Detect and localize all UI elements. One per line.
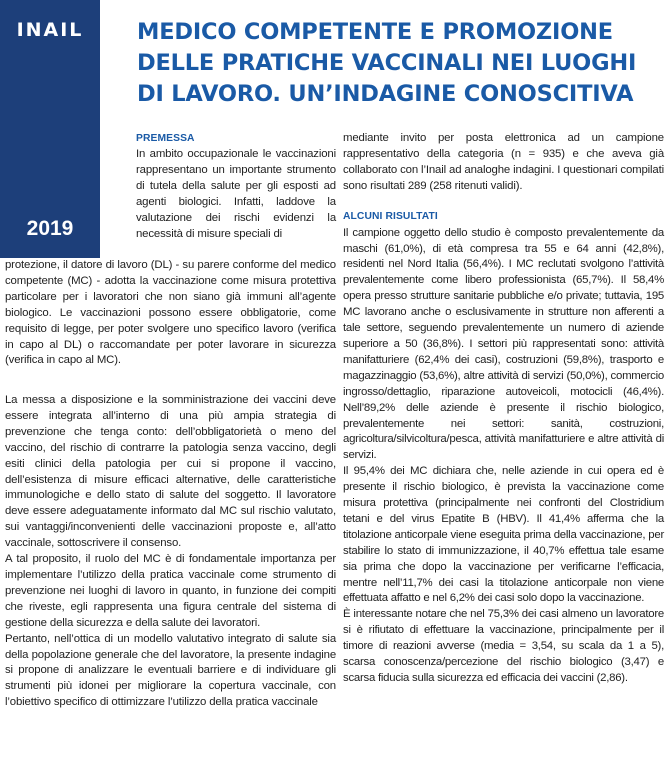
- section-heading-risultati: ALCUNI RISULTATI: [343, 210, 438, 222]
- premessa-paragraph-1-bottom: protezione, il datore di lavoro (DL) - su parere conforme del medico competente (MC) - adotta la vaccinazione come misura protettiva particolare per i lavoratori che non siano già immuni all’agente biologico. Le vaccinazioni possono essere obbligatorie, come requisito di legge, per poter svolgere uno specifico lavoro (verifica in capo al DL) o raccomandate per poter lavorare in sicurezza (verifica in capo al MC).: [5, 259, 336, 367]
- right-column: [343, 131, 664, 687]
- risultati-paragraph-3: È interessante notare che nel 75,3% dei casi almeno un lavoratore si è rifiutato di effettuare la vaccinazione, principalmente per il timore di reazioni avverse (media = 3,54, su scala da 1 a 5), scarsa conoscenza/percezione del rischio biologico (3,47) e scarsa fiducia sulla sicurezza ed efficacia dei vaccini (2,86).: [343, 608, 664, 684]
- premessa-paragraph-1-top: In ambito occupazionale le vaccinazioni rappresentano un importante strumento di tutela della salute per gli esposti ad agenti biologici. Infatti, laddove la valutazione dei rischi evidenzi la necessità di misure speciali di: [136, 148, 336, 240]
- publication-year: 2019: [26, 217, 74, 240]
- inail-logo: INAIL: [16, 19, 84, 41]
- premessa-paragraph-2: La messa a disposizione e la somministrazione dei vaccini deve essere integrata all’interno di una più ampia strategia di prevenzione che tenga conto: dell’obbligatorietà o meno del vaccino, del rischio di contrarre la patologia senza vaccino, degli esiti clinici della patologia per cui si propone il vaccino, dell’esistenza di misure efficaci alternative, delle caratteristiche immunologiche e dello stato di salute del soggetto. Il lavoratore deve essere adeguatamente informato dal MC sul rischio valutato, sui vantaggi/inconvenienti delle vaccinazioni proposte e, all’atto vaccinale, sottoscrivere il consenso.: [5, 394, 336, 550]
- premessa-paragraph-4-continued: mediante invito per posta elettronica ad un campione rappresentativo della categoria (n = 935) e che aveva già collaborato con l’Inail ad analoghe indagini. I questionari compilati sono risultati 289 (258 ritenuti validi).: [343, 132, 664, 192]
- left-column: [5, 393, 336, 711]
- section-heading-premessa: PREMESSA: [136, 133, 195, 144]
- document-title: MEDICO COMPETENTE E PROMOZIONE DELLE PRATICHE VACCINALI NEI LUOGHI DI LAVORO. UN’INDAGINE CONOSCITIVA: [137, 19, 637, 107]
- premessa-paragraph-3: A tal proposito, il ruolo del MC è di fondamentale importanza per implementare l’utilizzo della pratica vaccinale come strumento di prevenzione nei luoghi di lavoro in quanto, in funzione dei compiti che riveste, egli rappresenta una figura centrale del sistema di gestione della sicurezza e della salute dei lavoratori.: [5, 553, 336, 629]
- premessa-paragraph-4: Pertanto, nell’ottica di un modello valutativo integrato di salute sia della popolazione generale che del lavoratore, la presente indagine si propone di analizzare le eventuali barriere e di individuare gli strumenti più idonei per migliorare la copertura vaccinale, con l’obiettivo specifico di ottimizzare l’utilizzo della pratica vaccinale: [5, 632, 336, 709]
- brand-band: [0, 0, 100, 258]
- risultati-paragraph-1: Il campione oggetto dello studio è composto prevalentemente da maschi (61,0%), di età compresa tra 55 e 64 anni (42,8%), residenti nel Nord Italia (56,4%). I MC reclutati svolgono l’attività prevalentemente come libero professionista (65,7%). Il 58,4% opera presso strutture sanitarie pubbliche e/o private; tuttavia, 195 MC lavorano anche o esclusivamente in strutture non afferenti a tale settore, seguendo prevalentemente un numero di aziende superiore a 50 (36,8%). I settori più rappresentati sono: attività manifatturiere (62,4% dei casi), costruzioni (59,8%), trasporto e magazzinaggio (53,6%), altre attività di servizi (50,0%), commercio ingrosso/dettaglio, riparazione autoveicoli, motocicli (46,4%). Nell’89,2% delle aziende è presente il rischio biologico, prevalentemente nei settori: sanità, costruzioni, agricoltura/silvicoltura/pesca, attività manifatturiere e altre attività di servizi.: [343, 226, 664, 462]
- risultati-paragraph-2: Il 95,4% dei MC dichiara che, nelle aziende in cui opera ed è presente il rischio biologico, è prevista la vaccinazione come misura protettiva (principalmente nei confronti del Clostridium tetani e del virus Epatite B (HBV). Il 41,4% afferma che la titolazione anticorpale viene eseguita prima della vaccinazione, per stabilire lo stato di immunizzazione, il 40,7% effettua tale esame sia prima che dopo la vaccinazione per verificarne l’efficacia, mentre nell’11,7% dei casi la titolazione anticorpale non viene effettuata affatto e nel 6,2% dei casi solo dopo la vaccinazione.: [343, 465, 664, 605]
